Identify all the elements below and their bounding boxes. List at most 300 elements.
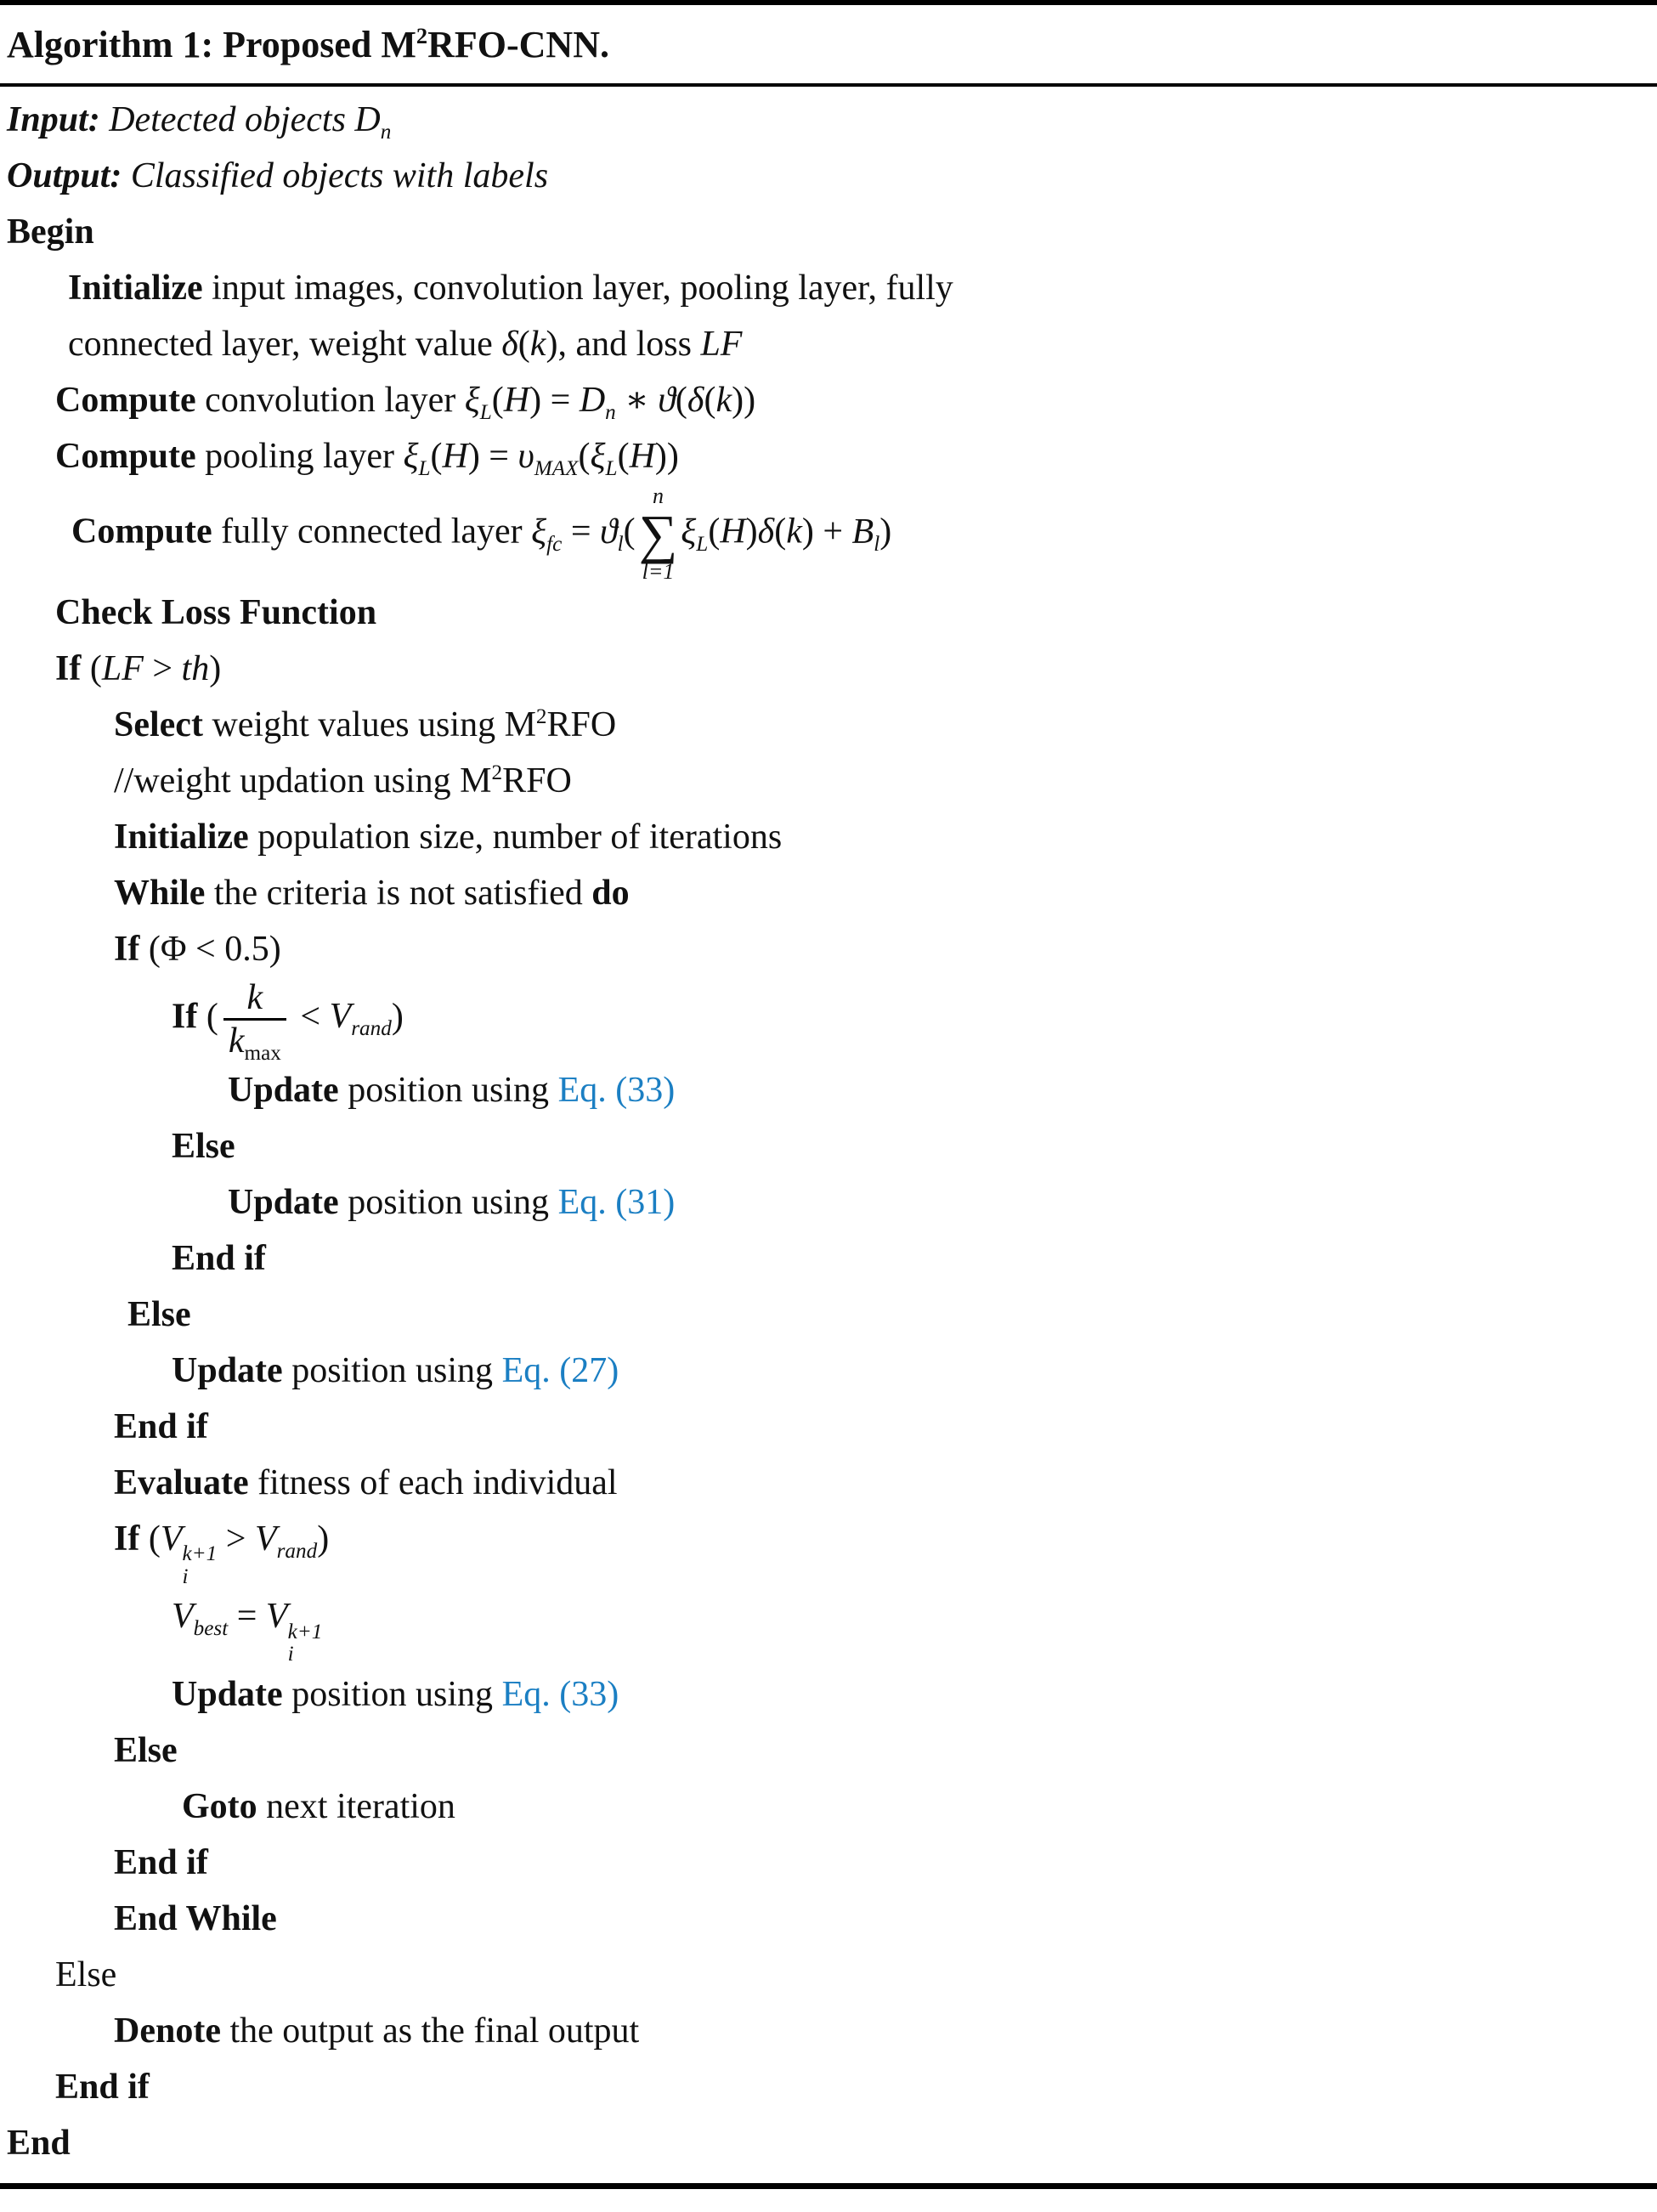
summation-symbol: n ∑ l=1 [638,484,678,585]
text-run [430,437,442,476]
algo-line [0,865,1657,921]
superscript: 2 [416,23,428,49]
algo-line [0,1118,1657,1174]
text-run [547,705,617,744]
text: υ [517,437,534,476]
text: ξ [681,512,697,552]
text: k [715,381,732,420]
text-run [81,649,102,688]
algo-line [0,1062,1657,1118]
algo-line [0,1455,1657,1511]
text: Output: [7,156,122,195]
text-run [531,512,563,556]
text-run [851,512,880,556]
algo-line [0,977,1657,1066]
text-run [291,997,330,1036]
text: H [503,381,530,420]
text-run [172,1675,283,1714]
text: )) [654,437,679,476]
text-run [114,817,249,857]
text-run [283,1351,502,1390]
subscript: rand [351,1017,392,1041]
text-run [55,381,196,420]
text: the output as the final output [220,2011,640,2051]
text-run [144,649,182,688]
text-run [658,381,676,420]
text-run [217,1519,255,1559]
text-run [172,1127,235,1166]
text-run [427,24,609,65]
text: D [579,381,606,420]
text: ( [774,512,787,552]
text-run [468,437,518,476]
text-run [221,2011,639,2051]
text-run [55,649,81,688]
text-run [249,1463,618,1502]
text-run [758,512,775,552]
text: ∗ [615,381,659,420]
text: ( [197,997,218,1037]
text: , and loss [557,325,701,364]
text-run [55,2068,150,2107]
algorithm-title [0,5,1657,78]
text: next iteration [257,1786,455,1826]
text-run [196,381,465,420]
text-run [464,381,492,424]
text: Classified objects with labels [122,156,549,195]
text: Compute [71,512,212,552]
text: ϑ [658,381,676,420]
text-run [392,997,404,1036]
text-run [55,437,196,476]
text-run [114,1407,208,1446]
text-run [354,100,392,144]
text: Initialize [114,817,249,857]
text: Else [172,1126,235,1166]
text: position using [338,1182,558,1222]
subscript: n [605,400,616,424]
text: ( [704,381,716,420]
text-run [114,1899,277,1938]
text: ϑ [600,512,618,552]
text: do [591,873,630,913]
text: Begin [7,212,94,252]
text-run [630,437,655,476]
text: ( [623,512,636,552]
sup-sub-stack: k+1 i [182,1542,218,1588]
text: Algorithm 1: Proposed M [7,24,416,65]
text: > [143,648,182,688]
text: If [114,1519,140,1559]
text: ) + [801,512,852,552]
algo-line [0,1723,1657,1779]
text: //weight updation using M [114,761,492,801]
text-run [114,1463,249,1502]
algo-line [0,921,1657,977]
text: )) [732,381,756,420]
text: = [562,512,601,552]
text-run [114,1731,178,1770]
algo-line [0,1230,1657,1287]
text-run [518,325,530,364]
text: Else [55,1955,117,1994]
text: k [529,325,546,364]
text-run [339,1183,558,1222]
text: position using [338,1070,558,1110]
text-run [203,269,953,308]
text-run [700,325,742,364]
text: End if [172,1238,266,1278]
text: Goto [182,1786,257,1826]
text-run [591,874,629,913]
text: Update [228,1070,339,1110]
text: k [786,512,802,552]
algo-line [0,1835,1657,1891]
text: V [160,1519,183,1559]
text-run [732,381,755,420]
text-run [329,997,392,1041]
text: Update [172,1674,283,1714]
text-run [265,1597,323,1666]
text: = [228,1597,266,1637]
text: End if [114,1842,208,1882]
text-run [100,100,355,139]
text-run [172,1239,266,1278]
text-run [7,212,94,252]
algo-line [0,641,1657,697]
eq-ref-link[interactable] [558,1071,676,1110]
text: > [217,1519,255,1559]
text-run [600,512,624,556]
text-run [504,381,529,420]
text: LF [101,648,144,688]
subscript: l [874,532,880,556]
text-run [676,381,687,420]
algo-line [0,204,1657,260]
text: While [114,873,206,913]
text-run [802,512,852,552]
algo-line [0,484,1657,585]
eq-ref-label[interactable]: Eq. (33) [557,1070,676,1110]
text: Compute [55,381,196,420]
subscript: n [380,120,392,144]
text-run [71,512,212,552]
text-run [708,512,720,552]
text-run [704,381,715,420]
text-run [114,705,203,744]
algo-line [0,753,1657,809]
text: ( [617,437,630,476]
algo-line [0,585,1657,641]
text-run [403,437,431,480]
algo-line [0,260,1657,316]
eq-ref-label[interactable]: Eq. (27) [501,1350,619,1390]
text: k [246,977,263,1017]
text: Evaluate [114,1462,249,1502]
text: k [228,1021,245,1061]
text-run [774,512,786,552]
text: V [329,997,352,1037]
text-run [655,437,679,476]
text-run [139,930,280,969]
algo-line [0,1891,1657,1947]
text: H [629,437,655,476]
superscript: 2 [535,704,547,728]
text: ) [209,648,222,688]
text: B [851,512,874,552]
text-run [68,269,203,308]
text: Compute [55,437,196,476]
subscript: max [244,1042,281,1066]
text-run [530,325,546,364]
text-run [182,1787,257,1826]
text-run [283,1675,502,1714]
subscript: best [193,1616,229,1640]
algo-line [0,2003,1657,2059]
text: fully connected layer [212,512,532,552]
text-run [317,1519,329,1559]
text-run [492,381,504,420]
text: LF [700,325,743,364]
text-run [579,381,616,424]
text: If [55,648,82,688]
text: pooling layer [195,437,404,476]
text-run [786,512,802,552]
text: weight values using M [202,704,536,744]
text-run [114,1843,208,1882]
text: Else [114,1730,178,1770]
text-run [122,156,548,195]
text: ) [879,512,892,552]
text-run [257,1787,455,1826]
algo-line [0,1511,1657,1589]
text: convolution layer [195,381,465,420]
text-run [68,325,501,364]
text: Denote [114,2011,221,2051]
subscript: rand [276,1539,318,1563]
text-run [114,761,502,801]
sup-sub-stack: k+1 i [287,1620,323,1666]
text-run [7,2124,71,2163]
text-run [618,437,630,476]
eq-ref-link[interactable] [502,1675,619,1714]
text: δ [501,325,518,364]
text-run [624,512,636,552]
text: Else [127,1294,191,1334]
text: RFO [502,761,572,801]
eq-ref-label[interactable]: Eq. (33) [501,1674,619,1714]
bottom-rule [0,2183,1657,2189]
algo-line [0,1947,1657,2003]
text-run [442,437,467,476]
text-run [228,1071,339,1110]
text-run [7,156,122,195]
text: End if [114,1406,208,1446]
text-run [501,325,518,364]
text: ) = [467,437,518,476]
text-run [7,100,100,139]
text: ( [430,437,443,476]
text-run [203,705,547,744]
text: connected layer, weight value [68,325,502,364]
text-run [715,381,732,420]
text-run [562,512,600,552]
text: ( [578,437,591,476]
eq-ref-label[interactable]: Eq. (31) [557,1182,676,1222]
text-run [249,817,783,857]
text-run [172,1597,229,1640]
text-run [55,593,376,632]
algo-line [0,92,1657,148]
text: V [172,1597,194,1637]
subscript: L [605,456,618,480]
algo-line [0,2115,1657,2171]
algo-line [0,428,1657,484]
text-run [209,649,221,688]
algo-line [0,1588,1657,1666]
text: V [265,1597,288,1637]
algo-line [0,1343,1657,1399]
text-run [590,437,618,480]
subscript: l [617,532,624,556]
text: position using [282,1674,502,1714]
text: ( [139,1519,161,1559]
text: ξ [590,437,606,476]
text-run [197,997,218,1036]
text: input images, convolution layer, pooling layer, fully [202,269,953,308]
subscript: fc [546,532,563,556]
text: H [442,437,468,476]
text-run [102,649,144,688]
algo-line [0,809,1657,865]
text: H [720,512,746,552]
text: ) [546,325,558,364]
text: ) [391,997,404,1037]
text: ξ [403,437,419,476]
text-run [517,437,579,480]
text: If [172,997,198,1037]
superscript: 2 [491,761,503,784]
text-run [228,1597,266,1636]
text: fitness of each individual [248,1462,618,1502]
text-run [720,512,745,552]
text: End if [55,2067,150,2107]
algo-line [0,316,1657,372]
text: population size, number of iterations [248,817,783,857]
text-run [212,512,532,552]
text-run [114,874,205,913]
text: D [354,100,381,139]
text-run [502,761,572,801]
text: Check Loss Function [55,592,377,632]
subscript: L [418,456,431,480]
algo-line [0,148,1657,204]
fraction [223,977,286,1066]
text-run [247,978,263,1017]
text: End [7,2123,71,2163]
text: ( [491,381,504,420]
text-run [127,1295,191,1334]
text: < [291,997,330,1037]
algo-line [0,1287,1657,1343]
subscript: L [479,400,492,424]
text: δ [687,381,704,420]
text: the criteria is not satisfied [205,873,592,913]
algo-line [0,372,1657,428]
text: ) [745,512,758,552]
text-run [557,325,700,364]
algo-line [0,2059,1657,2115]
text: δ [757,512,775,552]
text-run [616,381,659,420]
text-run [196,437,404,476]
text-run [529,381,580,420]
text: ( [81,648,102,688]
text-run [746,512,758,552]
text: (Φ < 0.5) [139,929,281,969]
text: ( [708,512,721,552]
text-run [228,1183,339,1222]
text: RFO [546,704,617,744]
subscript: MAX [534,456,579,480]
algo-line [0,697,1657,753]
text: position using [282,1350,502,1390]
text: ( [675,381,687,420]
text-run [254,1519,318,1563]
text: End While [114,1898,277,1938]
text-run [7,24,427,65]
text: Detected objects [99,100,355,139]
text: ξ [464,381,480,420]
eq-ref-link[interactable] [558,1183,676,1222]
text: ) [317,1519,330,1559]
text: Update [228,1182,339,1222]
text: ( [517,325,530,364]
algorithm-body [0,87,1657,2171]
algo-line [0,1399,1657,1455]
text-run [114,2011,221,2051]
text-run [114,930,139,969]
text: Select [114,704,203,744]
algo-line [0,1779,1657,1835]
text-run [55,1955,116,1994]
text-run [172,997,197,1036]
text-run [182,649,210,688]
text: V [254,1519,277,1559]
text-run [339,1071,558,1110]
algo-line [0,1174,1657,1230]
text-run [172,1351,283,1390]
subscript: L [696,532,709,556]
text: th [181,648,210,688]
text-run [546,325,557,364]
text: ) = [529,381,580,420]
text-run [681,512,709,556]
text-run [205,874,591,913]
text-run [879,512,891,552]
text: Input: [7,100,100,139]
text: Update [172,1350,283,1390]
text-run [687,381,704,420]
text-run [579,437,591,476]
text: Initialize [68,269,203,308]
text-run [228,1021,281,1066]
text-run [139,1519,161,1559]
eq-ref-link[interactable] [502,1351,619,1390]
text: RFO-CNN. [427,24,609,65]
text: If [114,929,140,969]
algo-line [0,1666,1657,1723]
